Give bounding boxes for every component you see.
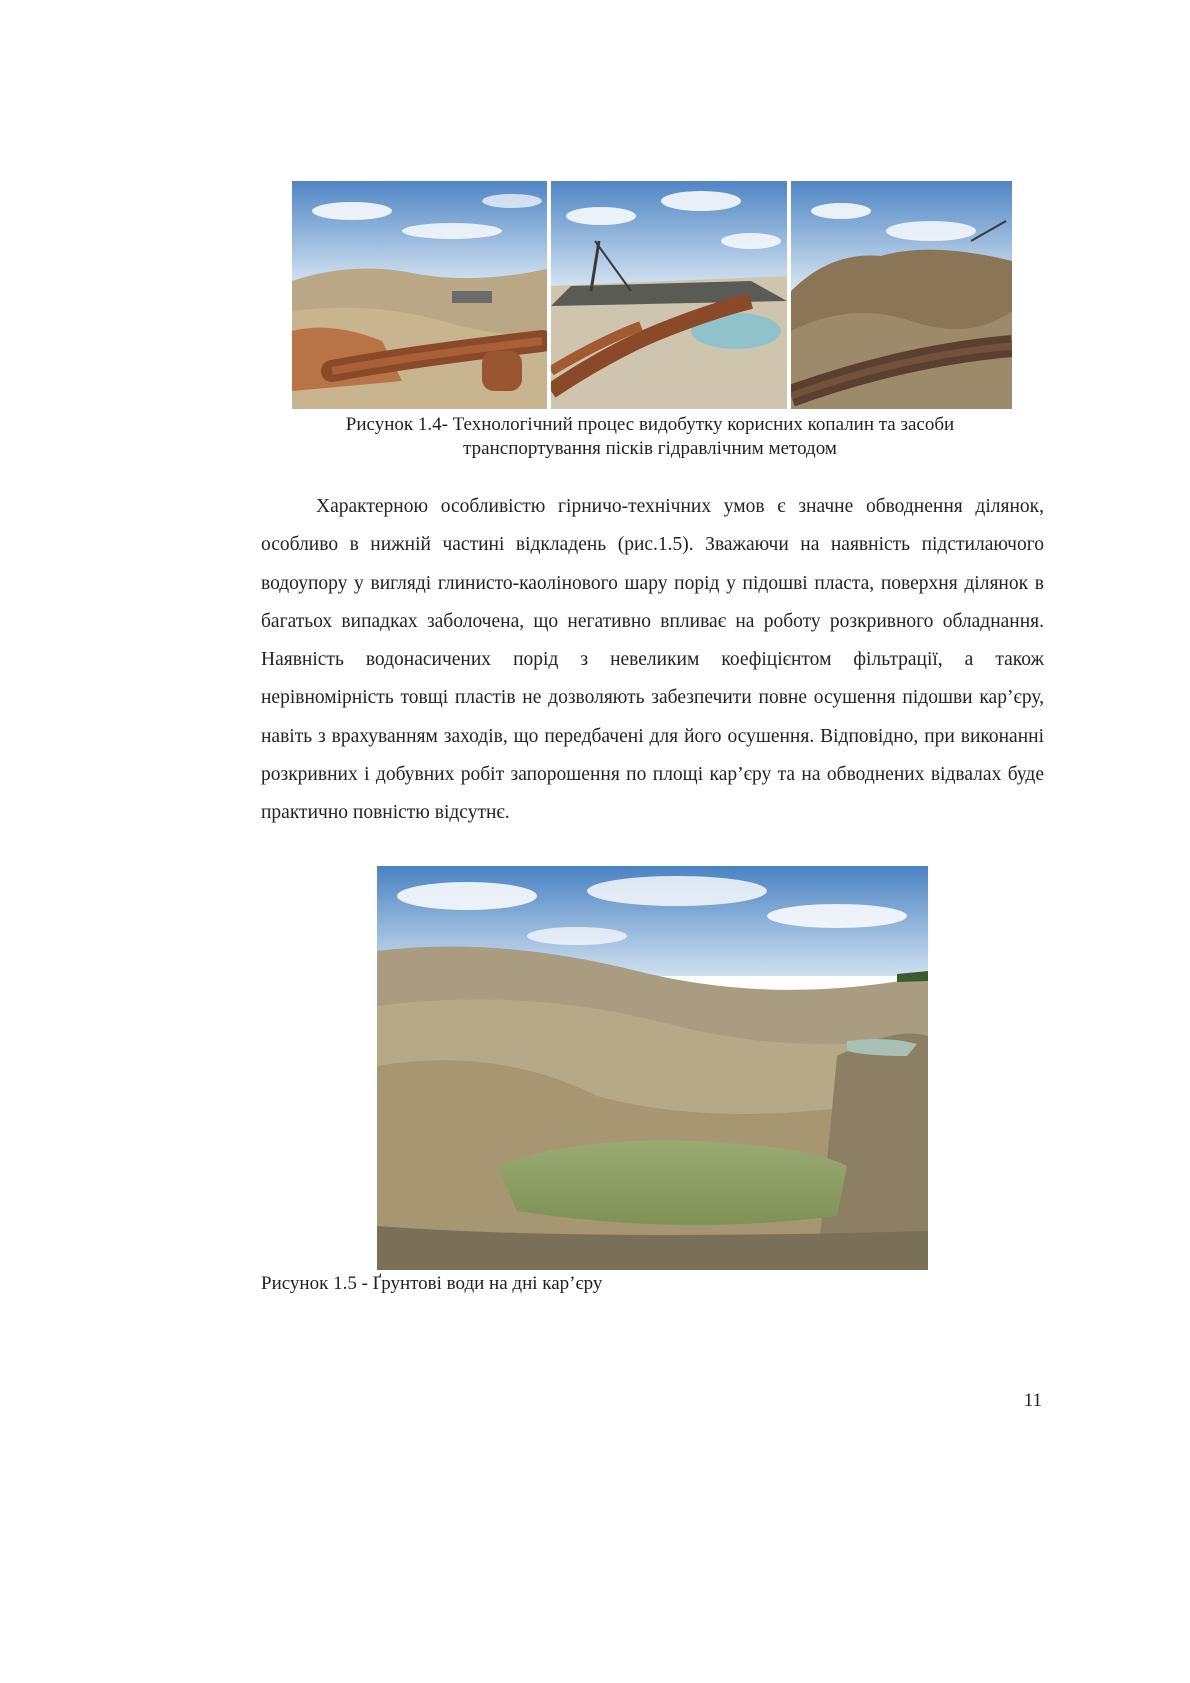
page-number: 11 <box>1023 1390 1042 1411</box>
figure-1-4-photos <box>292 181 1012 409</box>
figure-1-5-caption: Рисунок 1.5 - Ґрунтові води на дні кар’єру <box>261 1273 603 1294</box>
body-paragraph-text: Характерною особливістю гірничо-технічних умов є значне обводнення ділянок, особливо в нижній частині відкладень (рис.1.5). Зважаючи на наявність підстилаючого водоупору у вигляді глинисто-каолінового шару порід у підошві пласта, поверхня ділянок в багатьох випадках заболочена, що негативно впливає на роботу розкривного обладнання. Наявність водонасичених порід з невеликим коефіцієнтом фільтрації, а також нерівномірність товщі пластів не дозволяють забезпечити повне осушення підошви кар’єру, навіть з врахуванням заходів, що передбачені для його осушення. Відповідно, при виконанні розкривних і добувних робіт запорошення по площі кар’єру та на обводнених відвалах буде практично повністю відсутнє. <box>261 496 1044 824</box>
body-paragraph <box>261 488 1044 833</box>
photo-quarry-spoil-heap <box>791 181 1012 409</box>
figure-1-5-photo <box>377 866 928 1270</box>
photo-quarry-pipes-left <box>292 181 547 409</box>
figure-1-4-caption: Рисунок 1.4- Технологічний процес видобутку корисних копалин та засоби транспортування пісків гідравлічним методом <box>345 414 955 459</box>
photo-quarry-crane-pond <box>551 181 787 409</box>
